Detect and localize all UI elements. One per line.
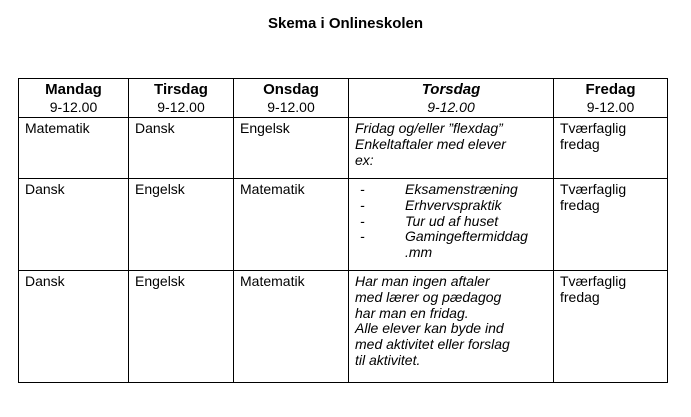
table-row [19, 271, 668, 383]
time-label: 9-12.00 [157, 99, 205, 115]
torsdag-text-line: til aktivitet. [355, 351, 421, 368]
torsdag-text-line: Alle elever kan byde ind [355, 320, 504, 337]
bullet-text: Erhvervspraktik [405, 196, 502, 213]
cell-tirsdag: Engelsk [129, 179, 234, 271]
day-label: Tirsdag [154, 81, 208, 98]
bullet-text [405, 229, 549, 261]
bullet-item [355, 214, 549, 230]
bullet-item [355, 198, 549, 214]
col-header-torsdag [349, 79, 554, 118]
cell-torsdag [349, 271, 554, 383]
torsdag-text-line: Har man ingen aftaler [355, 273, 490, 289]
bullet-marker: - [360, 212, 365, 229]
col-header-fredag [554, 79, 668, 118]
table-row [19, 118, 668, 179]
cell-torsdag [349, 179, 554, 271]
bullet-marker: - [360, 228, 365, 245]
torsdag-text-line: Enkeltaftaler med elever [355, 135, 506, 152]
torsdag-text-line: har man en fridag. [355, 304, 469, 321]
cell-fredag: Tværfaglig fredag [554, 271, 668, 383]
cell-mandag: Dansk [19, 179, 129, 271]
table-row [19, 179, 668, 271]
bullet-text: Eksamenstræning [405, 181, 518, 197]
cell-tirsdag: Dansk [129, 118, 234, 179]
bullet-text-line: .mm [405, 244, 433, 261]
cell-onsdag: Matematik [234, 271, 349, 383]
torsdag-text-line: med aktivitet eller forslag [355, 336, 510, 353]
torsdag-text-line: med lærer og pædagog [355, 288, 502, 305]
torsdag-text-line: Fridag og/eller ”flexdag” [355, 120, 503, 136]
cell-fredag: Tværfaglig fredag [554, 179, 668, 271]
torsdag-text-line: ex: [355, 151, 374, 168]
cell-onsdag: Engelsk [234, 118, 349, 179]
day-label: Mandag [45, 81, 102, 98]
page-title: Skema i Onlineskolen [267, 15, 424, 32]
cell-torsdag [349, 118, 554, 179]
time-label: 9-12.00 [427, 99, 475, 115]
bullet-item [355, 182, 549, 198]
bullet-text: Tur ud af huset [405, 212, 499, 229]
bullet-marker: - [360, 196, 365, 213]
col-header-tirsdag [129, 79, 234, 118]
bullet-item [355, 229, 549, 261]
time-label: 9-12.00 [267, 99, 315, 115]
cell-tirsdag: Engelsk [129, 271, 234, 383]
cell-mandag: Dansk [19, 271, 129, 383]
day-label: Fredag [585, 81, 636, 98]
day-label: Torsdag [421, 81, 481, 98]
time-label: 9-12.00 [49, 99, 98, 115]
col-header-mandag [19, 79, 129, 118]
header-row [19, 79, 668, 118]
schedule-table [18, 78, 668, 383]
bullet-marker: - [360, 181, 365, 197]
cell-fredag: Tværfaglig fredag [554, 118, 668, 179]
cell-mandag: Matematik [19, 118, 129, 179]
cell-onsdag: Matematik [234, 179, 349, 271]
col-header-onsdag [234, 79, 349, 118]
day-label: Onsdag [263, 81, 319, 98]
bullet-text-line: Gamingeftermiddag [405, 228, 528, 245]
time-label: 9-12.00 [586, 99, 635, 115]
